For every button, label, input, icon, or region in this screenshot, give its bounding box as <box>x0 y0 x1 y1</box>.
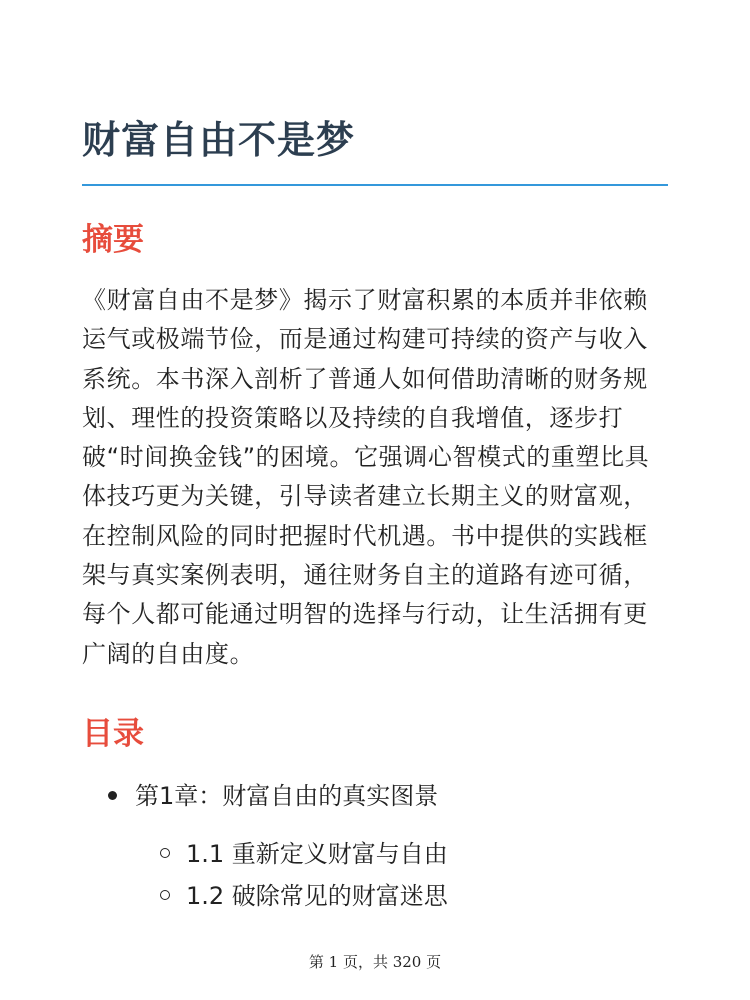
page-number-footer: 第 1 页，共 320 页 <box>308 953 442 971</box>
toc-section-1-2[interactable] <box>160 876 448 916</box>
summary-paragraph: 《财富自由不是梦》揭示了财富积累的本质并非依赖运气或极端节俭，而是通过构建可持续的资产与收入系统。本书深入剖析了普通人如何借助清晰的财务规划、理性的投资策略以及持续的自我增值，逐步打破“时间换金钱”的困境。它强调心智模式的重塑比具体技巧更为关键，引导读者建立长期主义的财富观，在控制风险的同时把握时代机遇。书中提供的实践框架与真实案例表明，通往财务自主的道路有迹可循，每个人都可能通过明智的选择与行动，让生活拥有更广阔的自由度。 <box>82 286 650 668</box>
document-title: 财富自由不是梦 <box>82 118 356 162</box>
title-divider <box>82 184 668 186</box>
toc-chapter-label: 第1章：财富自由的真实图景 <box>135 782 439 810</box>
bullet-circle-icon <box>160 848 170 858</box>
bullet-circle-icon <box>160 890 170 900</box>
toc-chapter-1[interactable] <box>108 776 438 816</box>
summary-heading: 摘要 <box>82 222 144 258</box>
toc-section-label: 1.2 破除常见的财富迷思 <box>186 882 448 910</box>
toc-heading: 目录 <box>82 716 144 752</box>
toc-section-1-1[interactable] <box>160 834 448 874</box>
bullet-disc-icon <box>108 791 117 800</box>
toc-section-label: 1.1 重新定义财富与自由 <box>186 840 448 868</box>
